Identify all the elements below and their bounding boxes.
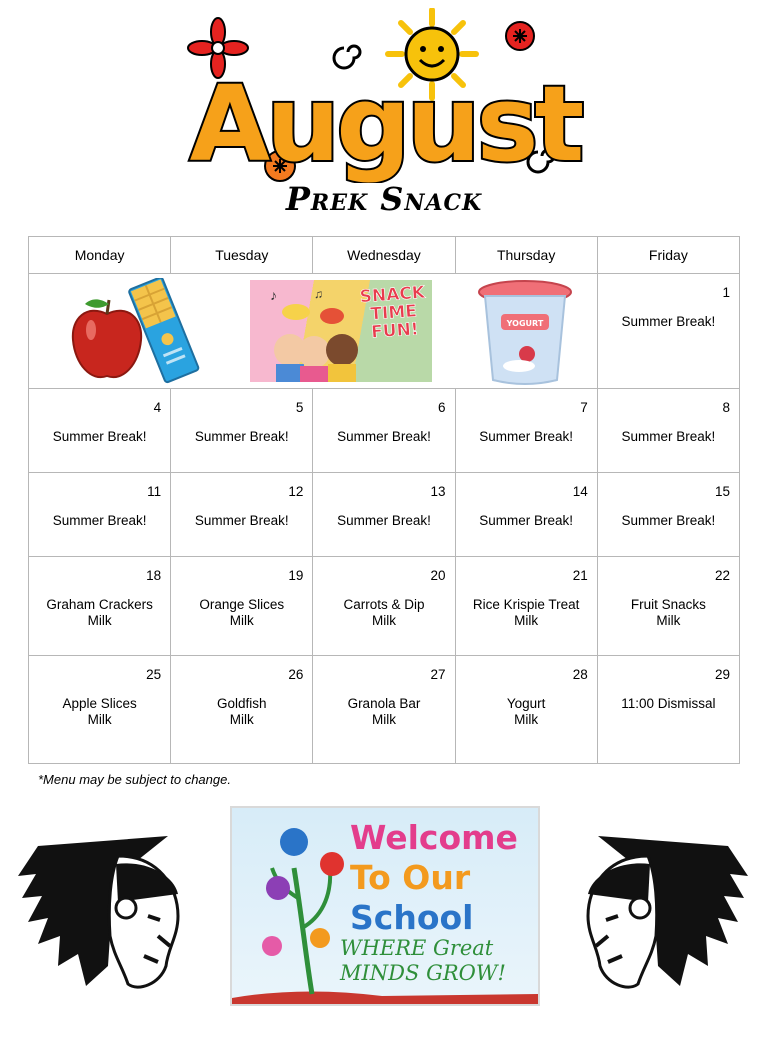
mascot-logo-right bbox=[578, 816, 748, 996]
calendar-day-cell bbox=[455, 389, 597, 473]
apple-and-bar-image bbox=[67, 278, 207, 384]
day-number: 27 bbox=[430, 667, 446, 682]
weekday-tuesday: Tuesday bbox=[171, 237, 313, 274]
day-number: 1 bbox=[722, 285, 730, 300]
day-number: 25 bbox=[146, 667, 162, 682]
day-number: 14 bbox=[572, 484, 588, 499]
calendar-day-cell bbox=[597, 473, 739, 557]
month-title: August bbox=[189, 63, 581, 183]
welcome-line: School bbox=[350, 898, 474, 937]
calendar-day-cell bbox=[313, 656, 455, 764]
day-number: 15 bbox=[714, 484, 730, 499]
day-snack: Summer Break! bbox=[337, 429, 431, 444]
flower-icon bbox=[506, 22, 534, 50]
day-drink: Milk bbox=[514, 613, 539, 628]
day-drink: Milk bbox=[229, 712, 254, 727]
welcome-tagline: WHERE Great bbox=[340, 936, 494, 960]
day-snack: Summer Break! bbox=[194, 429, 289, 444]
page-subtitle: Prek Snack bbox=[285, 180, 483, 218]
welcome-banner bbox=[230, 806, 540, 1006]
day-snack: Orange Slices bbox=[199, 597, 285, 612]
weekday-header-row bbox=[29, 237, 740, 274]
snack-banner-line: SNACK bbox=[358, 282, 426, 308]
welcome-line: To Our bbox=[350, 858, 471, 897]
day-snack: Summer Break! bbox=[621, 513, 716, 528]
welcome-tagline: MINDS GROW! bbox=[340, 961, 506, 985]
calendar-day-cell bbox=[313, 389, 455, 473]
page-header bbox=[0, 0, 768, 232]
day-snack: Summer Break! bbox=[337, 513, 431, 528]
day-snack: Rice Krispie Treat bbox=[472, 597, 580, 612]
calendar-day-cell bbox=[29, 389, 171, 473]
yogurt-label: YOGURT bbox=[506, 319, 544, 328]
day-snack: Summer Break! bbox=[479, 513, 574, 528]
day-snack: Summer Break! bbox=[194, 513, 289, 528]
day-drink: Milk bbox=[371, 712, 396, 727]
day-snack: Summer Break! bbox=[52, 429, 147, 444]
svg-text:♫: ♫ bbox=[314, 287, 323, 301]
day-number: 19 bbox=[288, 568, 304, 583]
calendar-week-row bbox=[29, 557, 740, 656]
menu-disclaimer: *Menu may be subject to change. bbox=[38, 772, 231, 787]
snack-banner-line: FUN! bbox=[370, 319, 419, 343]
day-drink: Milk bbox=[514, 712, 539, 727]
calendar-day-cell bbox=[313, 473, 455, 557]
day-drink: Milk bbox=[87, 613, 112, 628]
day-drink: Milk bbox=[371, 613, 396, 628]
calendar-week-row bbox=[29, 656, 740, 764]
apple-icon bbox=[73, 299, 141, 377]
calendar-day-cell bbox=[313, 557, 455, 656]
day-number: 7 bbox=[580, 400, 588, 415]
day-snack: Carrots & Dip bbox=[343, 597, 425, 612]
calendar-day-cell bbox=[171, 389, 313, 473]
calendar-day-cell bbox=[171, 557, 313, 656]
calendar-day-cell bbox=[455, 473, 597, 557]
snack-time-fun-image bbox=[250, 280, 432, 382]
day-drink: Milk bbox=[229, 613, 254, 628]
svg-text:♪: ♪ bbox=[270, 287, 277, 303]
day-snack: Summer Break! bbox=[479, 429, 574, 444]
calendar-day-cell bbox=[171, 473, 313, 557]
day-snack: Goldfish bbox=[217, 696, 267, 711]
day-snack: 11:00 Dismissal bbox=[621, 696, 716, 711]
day-number: 6 bbox=[438, 400, 446, 415]
calendar-day-cell bbox=[455, 656, 597, 764]
calendar-day-cell bbox=[455, 557, 597, 656]
day-number: 8 bbox=[722, 400, 730, 415]
day-snack: Granola Bar bbox=[347, 696, 421, 711]
day-snack: Summer Break! bbox=[621, 314, 716, 329]
day-snack: Graham Crackers bbox=[46, 597, 153, 612]
weekday-monday: Monday bbox=[29, 237, 171, 274]
snack-images-cell bbox=[29, 274, 598, 389]
day-number: 4 bbox=[153, 400, 162, 415]
calendar-day-cell bbox=[29, 557, 171, 656]
calendar-day-cell bbox=[597, 557, 739, 656]
day-snack: Summer Break! bbox=[52, 513, 147, 528]
calendar-day-cell bbox=[597, 656, 739, 764]
yogurt-cup-image bbox=[475, 276, 575, 386]
day-number: 22 bbox=[714, 568, 730, 583]
day-number: 29 bbox=[714, 667, 730, 682]
august-title-art bbox=[170, 8, 600, 183]
day-snack: Summer Break! bbox=[621, 429, 716, 444]
day-snack: Yogurt bbox=[506, 696, 546, 711]
calendar-week-row bbox=[29, 473, 740, 557]
calendar-week-row bbox=[29, 389, 740, 473]
day-number: 26 bbox=[288, 667, 304, 682]
calendar-day-cell bbox=[171, 656, 313, 764]
snack-banner-line: TIME bbox=[369, 301, 418, 325]
calendar-day-cell bbox=[597, 274, 739, 389]
day-number: 5 bbox=[295, 400, 304, 415]
day-drink: Milk bbox=[656, 613, 681, 628]
day-number: 28 bbox=[572, 667, 588, 682]
calendar-week-row bbox=[29, 274, 740, 389]
weekday-wednesday: Wednesday bbox=[313, 237, 455, 274]
mascot-logo-left bbox=[18, 816, 188, 996]
day-number: 12 bbox=[288, 484, 304, 499]
calendar-day-cell bbox=[29, 656, 171, 764]
day-number: 13 bbox=[430, 484, 446, 499]
weekday-thursday: Thursday bbox=[455, 237, 597, 274]
day-number: 21 bbox=[572, 568, 588, 583]
weekday-friday: Friday bbox=[597, 237, 739, 274]
day-number: 18 bbox=[146, 568, 162, 583]
day-drink: Milk bbox=[87, 712, 112, 727]
calendar-day-cell bbox=[597, 389, 739, 473]
day-snack: Apple Slices bbox=[62, 696, 137, 711]
welcome-line: Welcome bbox=[350, 818, 518, 857]
snack-calendar bbox=[28, 236, 740, 764]
day-number: 20 bbox=[430, 568, 446, 583]
calendar-day-cell bbox=[29, 473, 171, 557]
day-snack: Fruit Snacks bbox=[630, 597, 706, 612]
day-number: 11 bbox=[147, 484, 162, 499]
